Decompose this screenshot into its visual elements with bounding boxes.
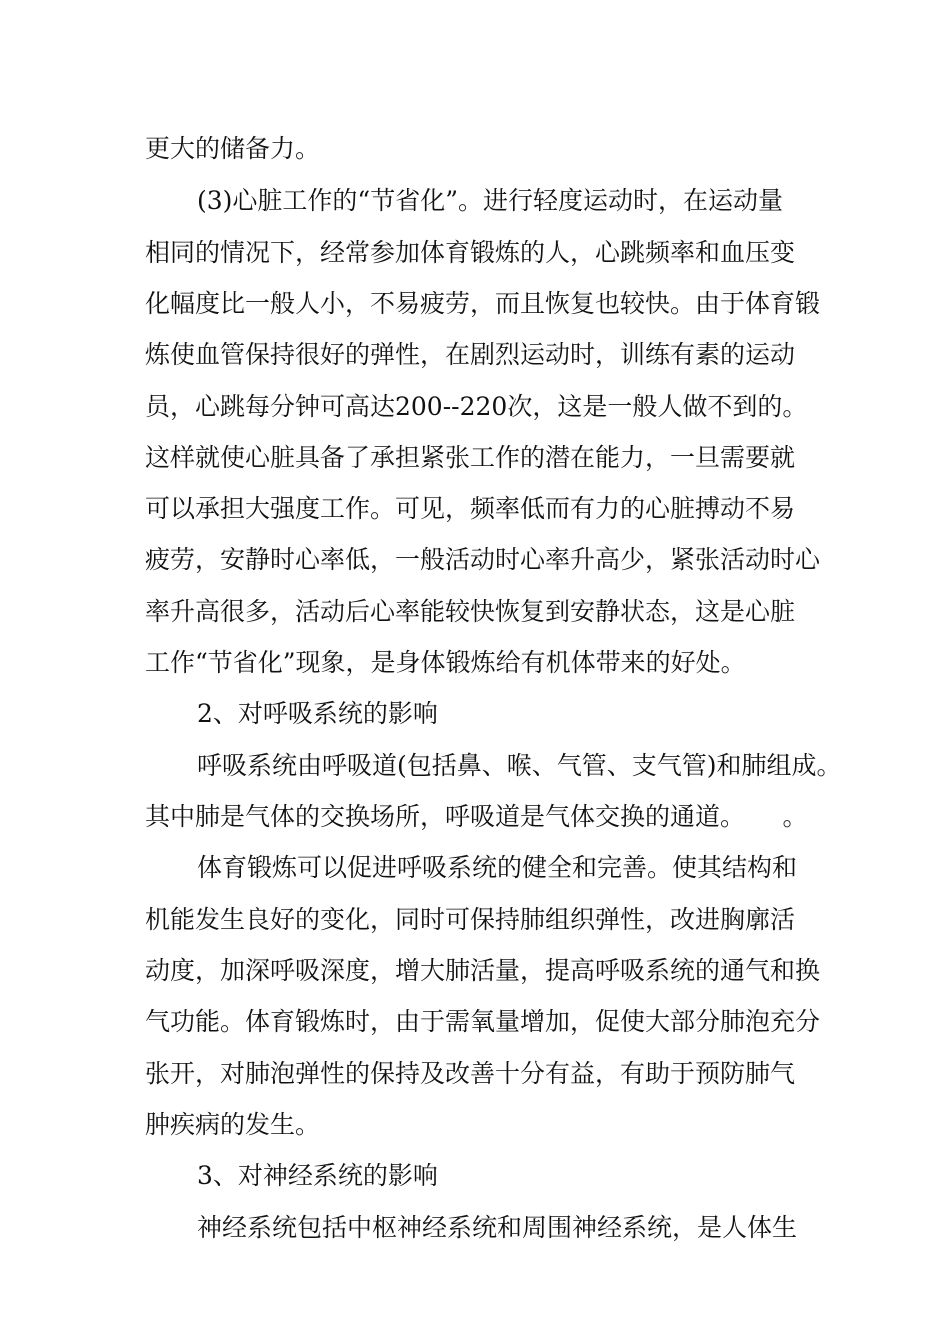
text-line: 这样就使心脏具备了承担紧张工作的潜在能力，一旦需要就 [145,443,796,472]
text-line: 炼使血管保持很好的弹性，在剧烈运动时，训练有素的运动 [145,340,796,369]
text-line: 疲劳，安静时心率低，一般活动时心率升高少，紧张活动时心 [145,545,821,574]
text-line: (3)心脏工作的“节省化”。进行轻度运动时，在运动量 [197,186,783,215]
section-heading: 3、对神经系统的影响 [197,1161,438,1190]
text-line: 员，心跳每分钟可高达200--220次，这是一般人做不到的。 [145,392,808,421]
text-line: 相同的情况下，经常参加体育锻炼的人，心跳频率和血压变 [145,238,796,267]
section-heading: 2、对呼吸系统的影响 [197,699,438,728]
text-line: 张开，对肺泡弹性的保持及改善十分有益，有助于预防肺气 [145,1059,796,1088]
text-line: 动度，加深呼吸深度，增大肺活量，提高呼吸系统的通气和换 [145,956,821,985]
text-line: 神经系统包括中枢神经系统和周围神经系统，是人体生 [197,1213,798,1242]
text-line: 肿疾病的发生。 [145,1110,321,1139]
text-line: 更大的储备力。 [145,134,321,163]
text-line: 工作“节省化”现象，是身体锻炼给有机体带来的好处。 [145,648,746,677]
text-line: 可以承担大强度工作。可见，频率低而有力的心脏搏动不易 [145,494,796,523]
text-line: 机能发生良好的变化，同时可保持肺组织弹性，改进胸廓活 [145,905,796,934]
text-line: 气功能。体育锻炼时，由于需氧量增加，促使大部分肺泡充分 [145,1007,821,1036]
text-line: 呼吸系统由呼吸道(包括鼻、喉、气管、支气管)和肺组成。 [197,751,842,780]
text-line: 其中肺是气体的交换场所，呼吸道是气体交换的通道。 。 [145,802,808,831]
text-line: 率升高很多，活动后心率能较快恢复到安静状态，这是心脏 [145,597,796,626]
text-line: 体育锻炼可以促进呼吸系统的健全和完善。使其结构和 [197,853,798,882]
text-line: 化幅度比一般人小，不易疲劳，而且恢复也较快。由于体育锻 [145,289,821,318]
